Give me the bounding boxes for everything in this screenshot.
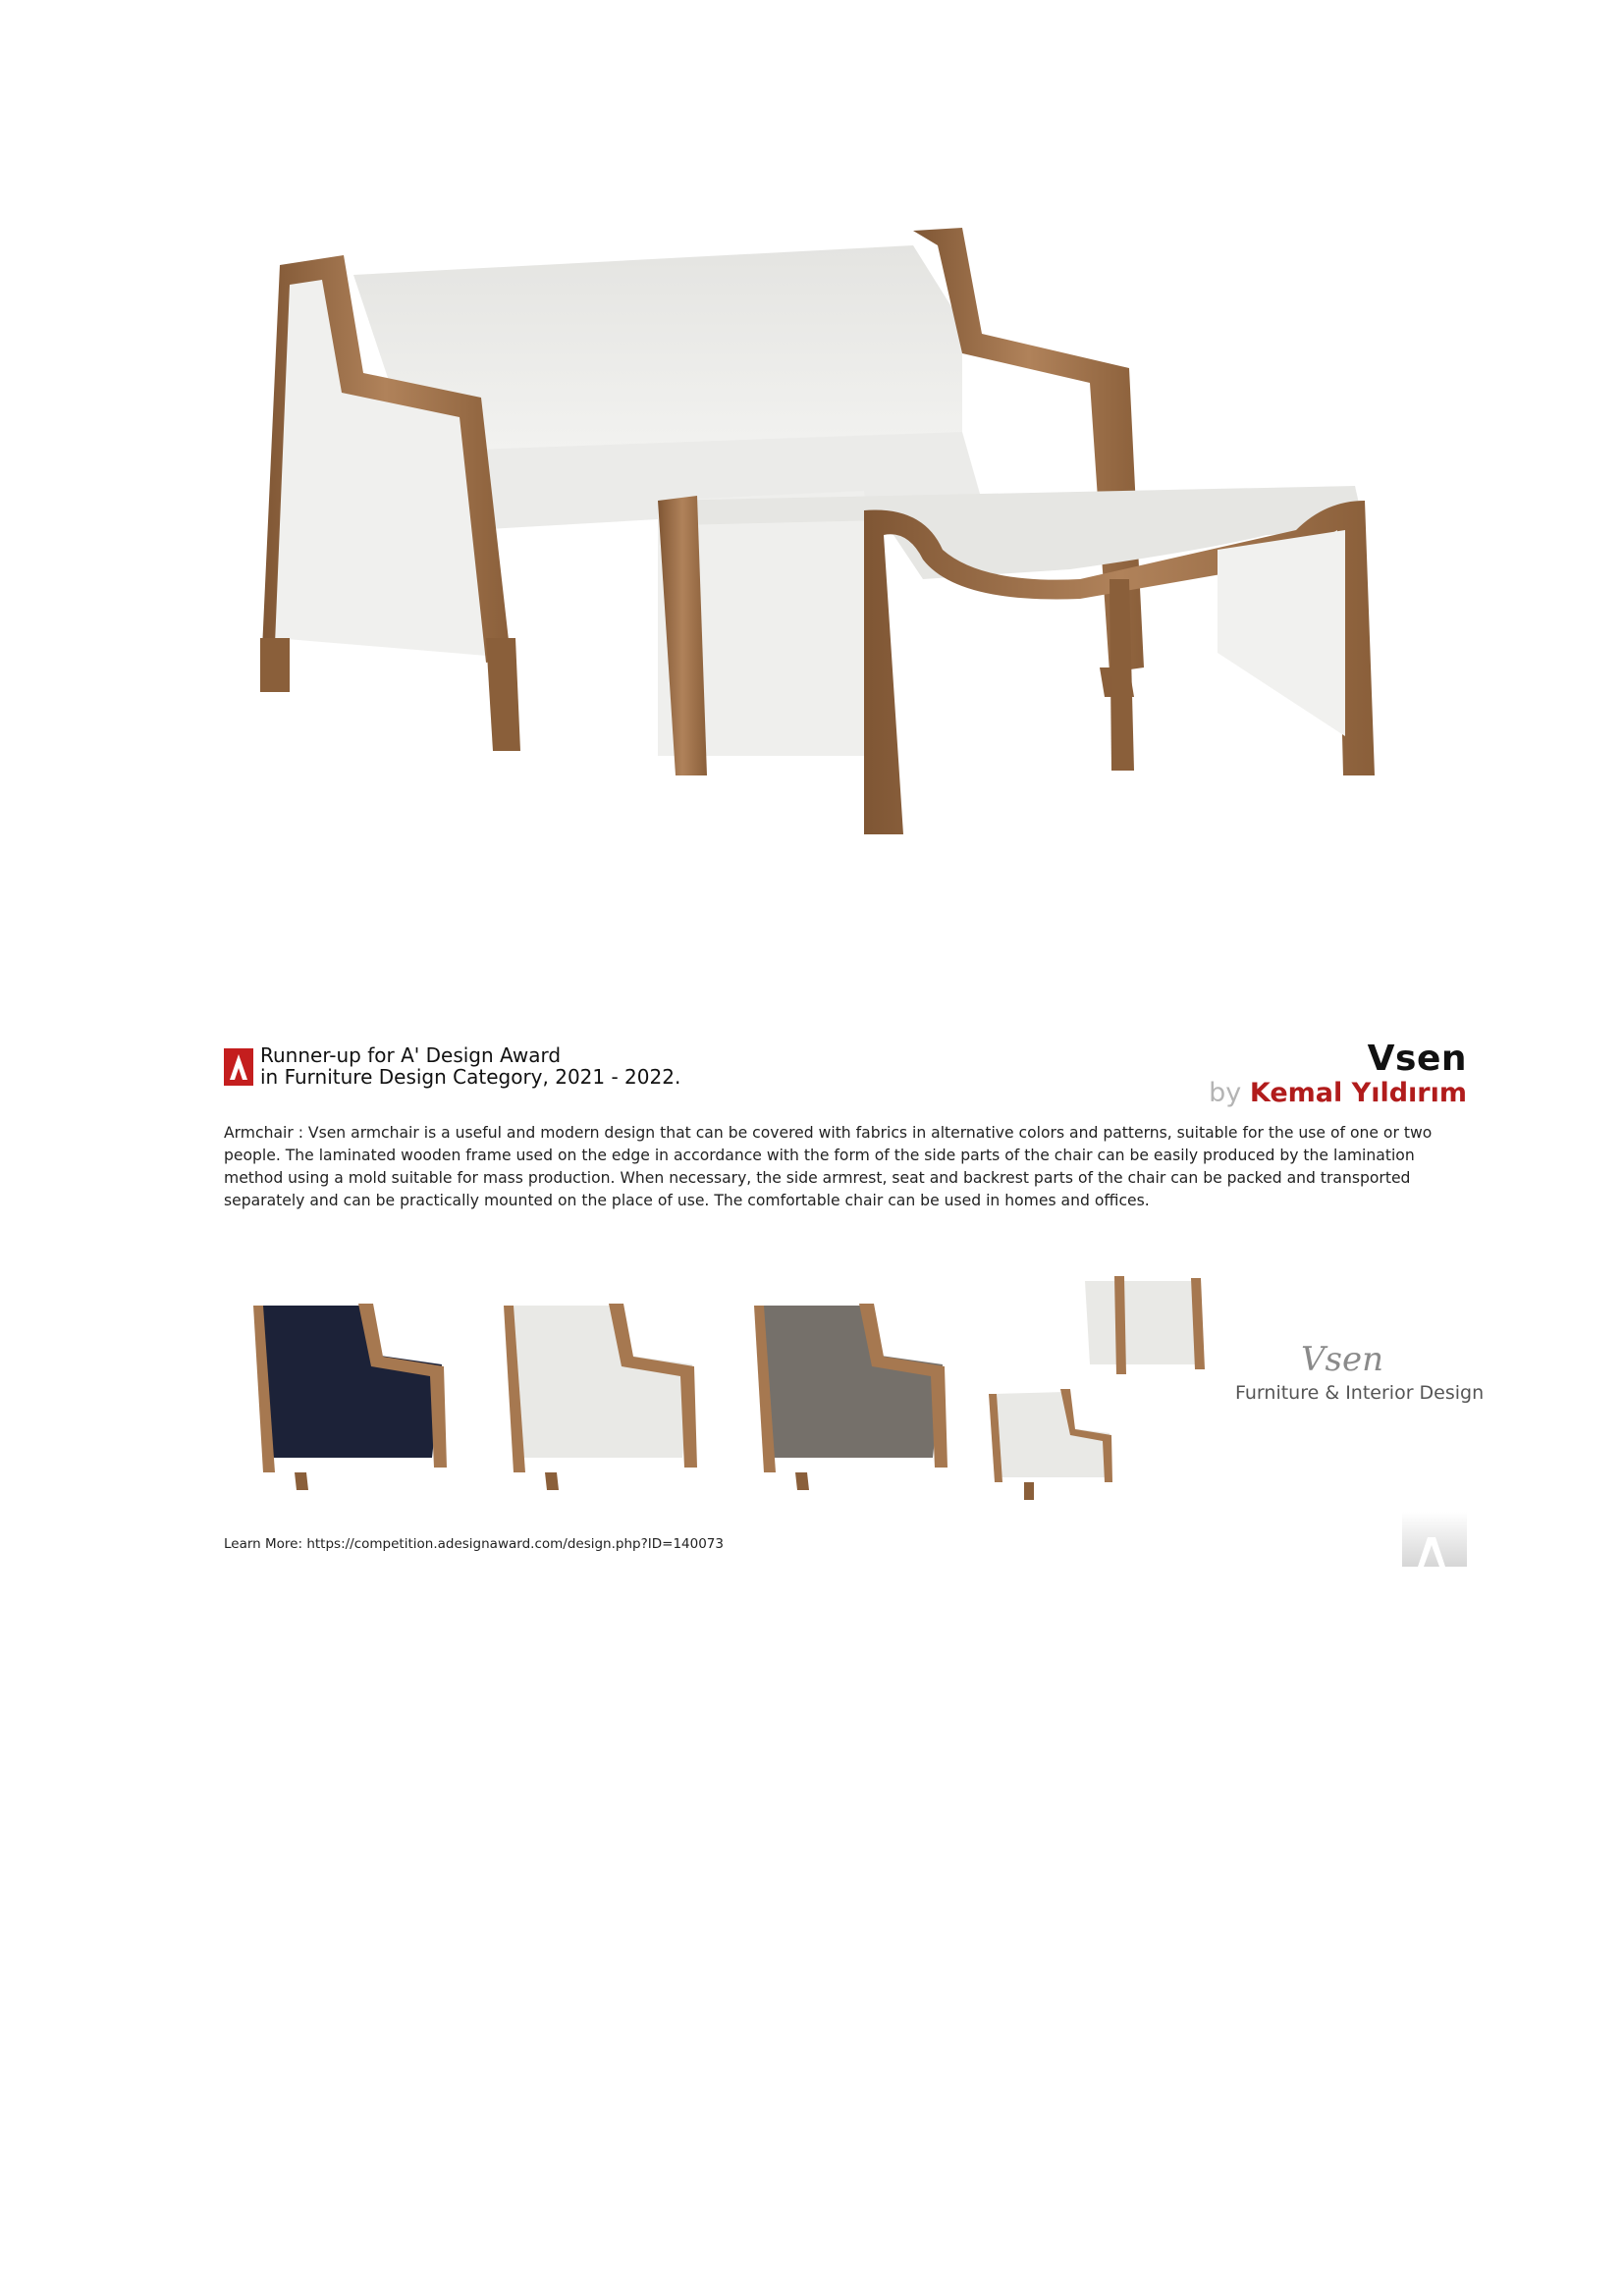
award-title: Runner-up for A' Design Award [260,1043,562,1067]
award-category: in Furniture Design Category, 2021 - 2022. [260,1065,681,1089]
gallery-thumb-white-armchair [486,1266,702,1492]
by-label: by [1209,1078,1242,1108]
brand-subtitle: Furniture & Interior Design [1235,1382,1485,1404]
learn-more-link[interactable]: Learn More: https://competition.adesignaward.com/design.php?ID=140073 [224,1536,724,1552]
armchair-fabric [756,1306,943,1458]
gallery-thumb-grey-armchair [736,1266,952,1492]
armchair-fabric [506,1306,692,1458]
award-logo-icon [224,1048,253,1086]
gallery-thumb-two-armchairs [977,1266,1213,1502]
design-description: Armchair : Vsen armchair is a useful and modern design that can be covered with fabrics in alternative colors and patterns, suitable for the use of one or two people. The laminated wooden frame used on the edge in accordance with the form of the side parts of the chair can be easily produced by the lamination method using a mold suitable for mass production. When necessary, the side armrest, seat and backrest parts of the chair can be packed and transported separately and can be practically mounted on the place of use. The comfortable chair can be used in homes and offices. [224,1124,1433,1209]
hero-sofa-image [236,206,1443,854]
design-title: Vsen [1367,1039,1467,1079]
armchair-fabric [255,1306,442,1458]
brand-script-logo: Vsen [1301,1340,1384,1379]
gallery-thumb-navy-armchair [236,1266,452,1492]
designer-line [1209,1078,1467,1108]
award-corner-watermark-icon [1402,1512,1467,1567]
designer-name: Kemal Yıldırım [1249,1078,1467,1108]
